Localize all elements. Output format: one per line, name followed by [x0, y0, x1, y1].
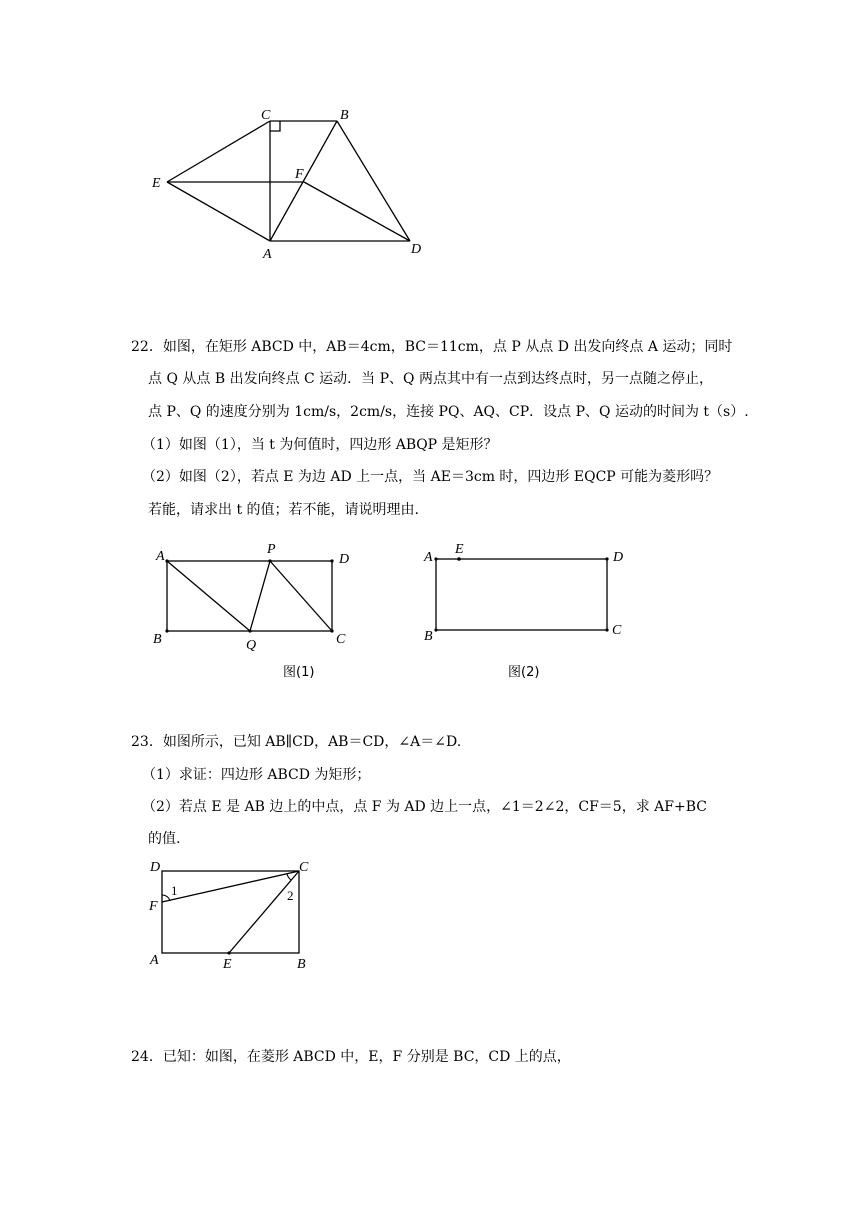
q24-line1: 24．已知：如图，在菱形 ABCD 中，E，F 分别是 BC，CD 上的点， — [131, 1049, 571, 1065]
label-d: D — [411, 242, 422, 257]
label-a: A — [263, 247, 272, 262]
q22-line2: 点 Q 从点 B 出发向终点 C 运动．当 P、Q 两点其中有一点到达终点时，另一点随之停止， — [148, 371, 713, 387]
rect-abcd-q23 — [162, 871, 299, 953]
label-f-q23: F — [149, 899, 158, 914]
label-e-q23: E — [223, 957, 232, 972]
label-d-q23: D — [150, 860, 161, 875]
angle-label-2: 2 — [287, 888, 294, 903]
q22-part2-cont: 若能，请求出 t 的值；若不能，请说明理由. — [148, 502, 419, 518]
q23-part1: （1）求证：四边形 ABCD 为矩形； — [142, 767, 371, 783]
q23-line1: 23．如图所示，已知 AB∥CD，AB＝CD，∠A＝∠D. — [131, 734, 462, 750]
q22-part2: （2）如图（2），若点 E 为边 AD 上一点，当 AE＝3cm 时，四边形 EQCP 可能为菱形吗？ — [142, 469, 719, 485]
label-d-fig2: D — [613, 550, 624, 565]
label-b-q23: B — [297, 957, 306, 972]
label-c-q23: C — [299, 860, 309, 875]
label-q: Q — [246, 638, 257, 653]
label-c-fig1: C — [336, 632, 346, 647]
label-c-fig2: C — [612, 623, 622, 638]
point-e-q23 — [227, 951, 230, 954]
angle-label-1: 1 — [171, 883, 178, 898]
q23-part2-cont: 的值. — [148, 831, 181, 847]
q22-line1: 22．如图，在矩形 ABCD 中，AB＝4cm，BC＝11cm，点 P 从点 D 出发向终点 A 运动；同时 — [131, 339, 733, 355]
q22-line3: 点 P、Q 的速度分别为 1cm/s，2cm/s，连接 PQ、AQ、CP．设点 P、Q 运动的时间为 t（s）. — [148, 404, 749, 420]
label-b: B — [340, 108, 349, 123]
segment-ec — [229, 871, 299, 953]
label-a-fig1: A — [156, 549, 165, 564]
label-e: E — [152, 176, 161, 191]
label-b-fig1: B — [153, 632, 162, 647]
label-f: F — [295, 167, 304, 182]
label-b-fig2: B — [424, 629, 433, 644]
label-d-fig1: D — [339, 552, 350, 567]
label-a-fig2: A — [424, 550, 433, 565]
angle-mark-2 — [287, 874, 291, 880]
q22-part1: （1）如图（1），当 t 为何值时，四边形 ABQP 是矩形？ — [142, 437, 498, 453]
segment-fc — [162, 871, 299, 902]
caption-fig1: 图(1) — [283, 665, 315, 680]
q23-part2: （2）若点 E 是 AB 边上的中点，点 F 为 AD 边上一点，∠1＝2∠2，CF＝5，求 AF+BC — [142, 799, 707, 815]
label-p: P — [267, 542, 276, 557]
label-a-q23: A — [150, 953, 159, 968]
caption-fig2: 图(2) — [508, 665, 540, 680]
label-c: C — [261, 108, 271, 123]
label-e-fig2: E — [455, 542, 464, 557]
